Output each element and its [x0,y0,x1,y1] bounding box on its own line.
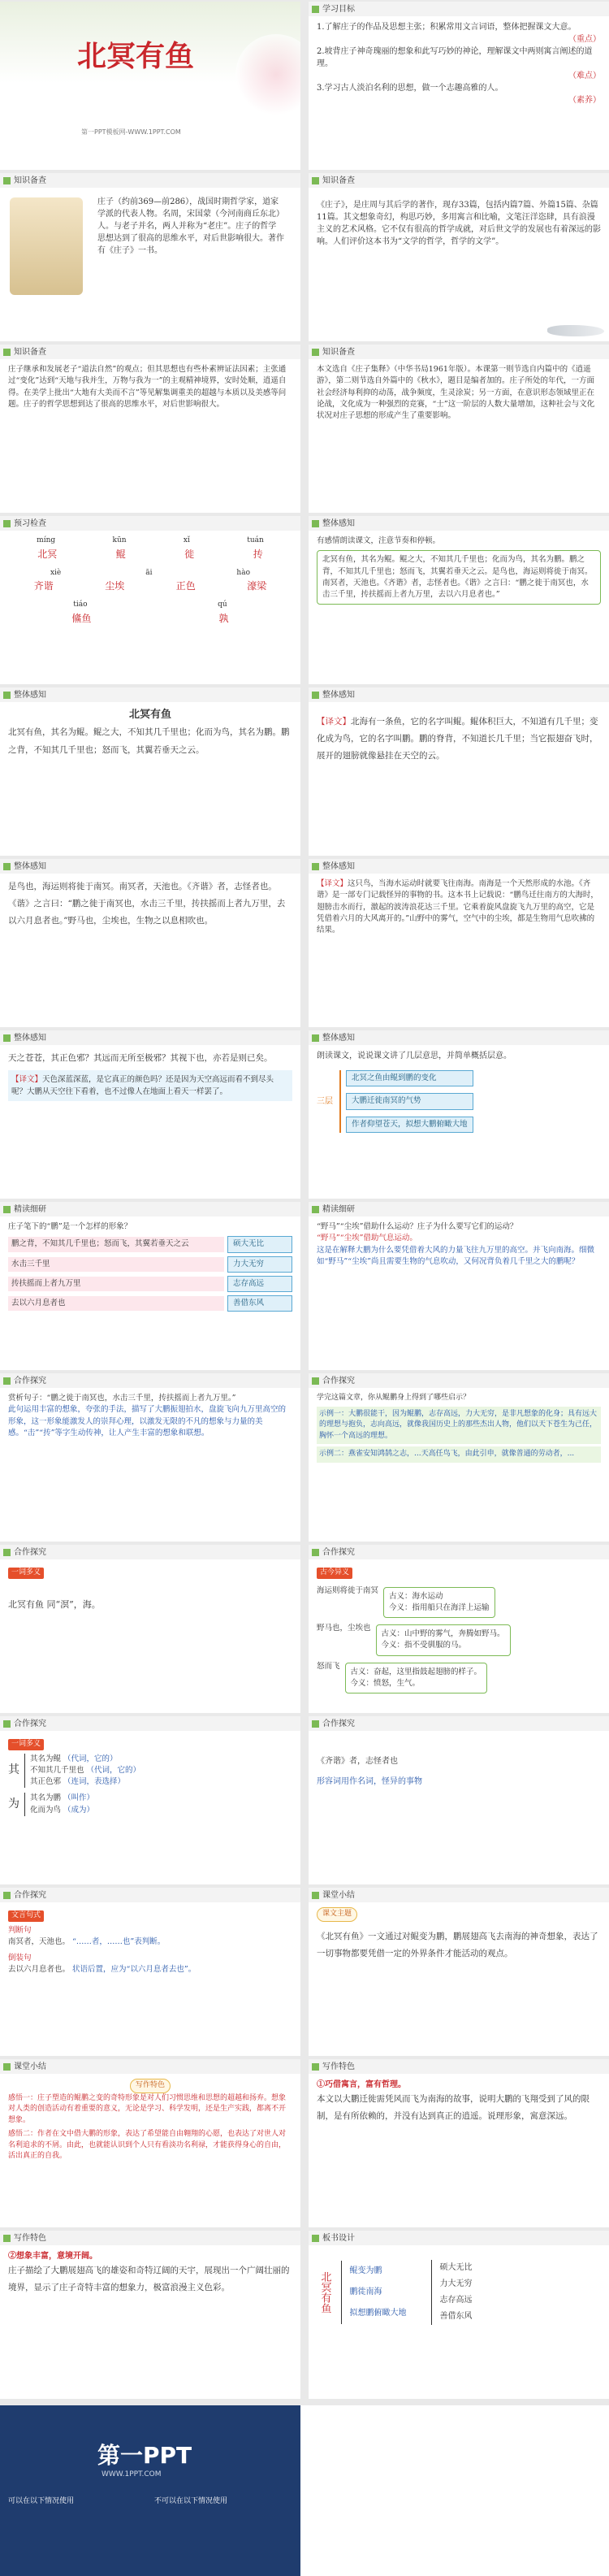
board-branch: 鹏徙南海 [349,2288,382,2296]
slide-text-3 [0,1030,300,1199]
translation-text: 北海有一条鱼，它的名字叫鲲。鲲体积巨大，不知道有几千里；变化成为鸟，它的名字叫鹏。鹏的脊背，不知道长几千里；当它振翅奋飞时，展开的翅膀就像悬挂在天空的云。 [317,717,598,761]
original-text: 北冥有鱼，其名为鲲。鲲之大，不知其几千里也；化而为鸟，其名为鹏。鹏之背，不知其几千里也；怒而飞，其翼若垂天之云。 [8,726,290,755]
polysemy-meaning: （连词，表选择） [63,1777,126,1786]
slide-heading: 合作探究 [14,1890,46,1900]
header-square-icon [3,1034,11,1042]
slide-peng-image [0,1202,300,1370]
slide-goals [309,2,609,170]
slide-header [309,687,609,702]
slide-header [0,516,300,531]
board-branch: 拟想鹏俯瞰大地 [349,2309,407,2318]
goal-tag: （素养） [568,96,601,105]
subtitle-text: 第一PPT模板网-WWW.1PPT.COM [81,128,181,136]
polysemy-meaning: （成为） [63,1805,95,1815]
slide-heading: 整体感知 [322,518,355,528]
slide-header [309,1888,609,1902]
brush-decoration [547,325,604,336]
structure-question: 朗读课文，说说课文讲了几层意思，并简单概括层意。 [317,1052,512,1060]
slide-header [309,2231,609,2245]
goal-tag: （难点） [568,72,601,80]
slide-header [0,1030,300,1045]
peng-clue: 去以六月息者也 [8,1296,224,1311]
slide-header [309,173,609,188]
peng-clue: 抟扶摇而上者九万里 [8,1277,224,1291]
header-square-icon [3,349,11,356]
slide-heading: 合作探究 [322,1376,355,1386]
pinyin: xiè [50,568,62,577]
slide-heading: 知识备查 [322,176,355,185]
peng-trait: 力大无穷 [227,1256,292,1273]
goal-item: 1.了解庄子的作品及思想主张；积累常用文言词语，整体把握课文大意。 [317,23,577,32]
slide-header [0,687,300,702]
slide-header [0,173,300,188]
slide-heading: 课堂小结 [14,2062,46,2071]
slide-translation-2 [309,859,609,1027]
book-text: 《庄子》，是庄周与其后学的著作，现存33篇，包括内篇7篇、外篇15篇、杂篇11篇。其文想象奇幻，构思巧妙，多用寓言和比喻，文笔汪洋恣肆，具有浪漫主义的艺术风格。它不仅有很高的哲学成就，对后世文学的发展也有着深远的影响。人们评价这本书为“文学的哲学，哲学的文学”。 [317,201,601,246]
slide-inspiration [309,1373,609,1542]
header-square-icon [3,1549,11,1556]
pinyin: míng [37,536,56,544]
goal-item: 2.坡背庄子神奇瑰丽的想象和此写巧妙的神论，理解课文中两则寓言阐述的道理。 [317,47,593,68]
slide-yema [309,1202,609,1370]
slide-title [0,2,300,170]
slide-heading: 合作探究 [14,1547,46,1557]
slide-heading: 合作探究 [14,1376,46,1386]
translation-label: 【译文】 [11,1075,43,1084]
slide-text-2 [0,859,300,1027]
original-text: 天之苍苍，其正色邪？其远而无所至极邪？其视下也，亦若是则已矣。 [8,1053,273,1063]
peng-question: 庄子笔下的“鹏”是一个怎样的形象？ [8,1222,132,1231]
slide-heading: 知识备查 [14,176,46,185]
polysemy-char: 其 [8,1763,19,1777]
slide-book [309,173,609,341]
slide-heading: 知识备查 [14,347,46,357]
footer-logo: 第一PPT [97,2442,192,2469]
slide-heading: 板书设计 [322,2233,355,2243]
section-tag: 写作特色 [130,2079,171,2093]
header-square-icon [3,863,11,870]
insight-text: 感悟一：庄子塑造的鲲鹏之变的奇特形象是对人们习惯思维和思想的超越和扬弃。想象对人类的创造活动有着重要的意义，无论是学习、科学发明，还是生产实践，都离不开想象。 [8,2093,287,2124]
header-square-icon [3,1377,11,1385]
header-square-icon [3,692,11,699]
footer-url: WWW.1PPT.COM [102,2470,162,2478]
insight-text: 感悟二：作者在文中借大鹏的形象，表达了希望能自由翱翔的心愿，也表达了对世人对名利追求的不屑。由此，也就能认识到个人只有看淡功名利禄，才能获得身心的自由，活出真正的自我。 [8,2130,287,2160]
slide-heading: 合作探究 [14,1719,46,1728]
header-square-icon [312,1892,319,1899]
polysemy-example: 不知其几千里也 [30,1765,84,1775]
slide-heading: 整体感知 [14,1033,46,1043]
vocab-word: 抟 [253,548,263,560]
gujin-modern: 今义：指不受驯服的马。 [381,1641,467,1650]
syntax-note: 状语后置，应为“以六月息者去也”。 [72,1965,197,1975]
slide-heading: 整体感知 [322,1033,355,1043]
thought-text: 庄子继承和发展老子“道法自然”的观点；但其思想也有些朴素辨证法因素；主张通过“变化”达到“天地与我并生，万物与我为一”的主观精神境界，安时处顺，逍遥自得。在美学上批出“大地有大美而不言”等见解集调重美的超越与本质以及美感等问题。庄子的哲学思想到达了很高的思维水平，对后世影响很大。 [8,365,287,409]
header-square-icon [312,6,319,13]
feature-text: 庄子描绘了大鹏展翅高飞的雄姿和奇特辽阔的天宇，展现出一个广阔壮丽的境界，显示了庄子奇特丰富的想象力，极富浪漫主义色彩。 [8,2266,290,2292]
yema-answer: “野马”“尘埃”借助气息运动。 [317,1234,417,1243]
pinyin: āi [145,568,153,577]
slide-heading: 整体感知 [14,690,46,700]
syntax-example: 南冥者，天池也。 [8,1936,71,1946]
slide-header [309,1545,609,1559]
slide-header [0,1373,300,1388]
section-tag: 文言句式 [8,1910,44,1922]
footer-panel [0,2405,300,2576]
theme-text: 《北冥有鱼》一文通过对鲲变为鹏，鹏展翅高飞去南海的神奇想象，表达了一切事物都要凭借一定的外界条件才能活动的观点。 [317,1931,598,1958]
slide-header [309,1716,609,1731]
syntax-example: 去以六月息者也。 [8,1965,71,1975]
header-square-icon [3,2235,11,2242]
header-square-icon [3,520,11,527]
yema-question: “野马”“尘埃”借助什么运动？庄子为什么要写它们的运动？ [317,1222,518,1231]
slide-heading: 精读细研 [322,1204,355,1214]
syntax-category: 判断句 [8,1925,32,1935]
goal-tag: （重点） [568,35,601,44]
slide-header [0,1545,300,1559]
slide-translation-1 [309,687,609,856]
slide-header [309,516,609,531]
slide-heading: 精读细研 [14,1204,46,1214]
polysemy-example: 其名为鲲 [30,1754,62,1763]
header-square-icon [312,1720,319,1728]
slide-header [0,859,300,874]
translation-text: 天色深蓝深蓝，是它真正的颜色吗？还是因为天空高远而看不到尽头呢？大鹏从天空往下看着，也不过像人在地面上看天一样罢了。 [11,1075,274,1097]
polysemy-char: 为 [8,1798,19,1811]
slide-header [309,345,609,359]
analysis-lead: 赏析句子：“鹏之徙于南冥也，水击三千里，抟扶摇而上者九万里。” [8,1394,236,1403]
peng-trait: 志存高远 [227,1276,292,1292]
slide-header [0,1202,300,1216]
zhuangzi-portrait [10,197,83,295]
pinyin: qú [218,601,227,609]
syntax-note: “……者，……也”表判断。 [72,1936,166,1946]
peng-trait: 善借东风 [227,1295,292,1312]
gujin-ancient: 古义：奋起，这里指鼓起翅膀的样子。 [350,1667,482,1676]
structure-box: 作者仰望苍天，拟想大鹏俯瞰大地 [346,1117,473,1133]
background-text: 本文选自《庄子集释》（中华书局1961年版）。本课第一则节选自内篇中的《逍遥游》，第二则节选自外篇中的《秋水》，题目是编者加的。庄子所处的年代，一方面社会经济每利抑的动荡，战争频度，生灵涂炭；另一方面，在意识形态领域里正在论战，文化成为一种强烈的竞赛，“士”这一阶层的人数大量增加，这种社会与文化状况对庄子思想的形成产生了重要影响。 [317,365,595,420]
header-square-icon [312,692,319,699]
structure-box: 北冥之鱼由鲲到鹏的变化 [346,1070,473,1086]
translation-label: 【译文】 [317,879,348,888]
slide-header [0,1716,300,1731]
original-text: 是鸟也，海运则将徙于南冥。南冥者，天池也。《齐谐》者，志怪者也。《谐》之言曰：“鹏之徙于南冥也，水击三千里，抟扶摇而上者九万里，去以六月息者也。”野马也，尘埃也，生物之以息相吹也。 [8,882,286,926]
vocab-word: 北冥 [37,548,58,560]
text-title: 北冥有鱼 [128,709,171,721]
translation-text: 这只鸟，当海水运动时就要飞往南海。南海是一个天然形成的水池。《齐谐》是一部专门记载怪异的事物的书。这本书上记载说：“鹏鸟迁往南方的大海时，翅膀击水而行，激起的波涛浪花达三千里。它乘着旋风盘旋飞九万里的高空，它是凭借着六月的大风离开的。”山野中的雾气，空气中的尘埃，都是生物用气息吹拂的结果。 [317,879,598,935]
polysemy-example: 化而为鸟 [30,1805,62,1815]
vocab-word: 鯈鱼 [71,612,92,624]
polysemy-example: 其名为鹏 [30,1793,62,1803]
gujin-ancient: 古义：山中野的雾气，奔腾如野马。 [381,1629,505,1638]
board-trait: 志存高远 [439,2296,473,2305]
gujin-modern: 今义：愤怒，生气。 [350,1678,421,1688]
slide-gujin [309,1545,609,1713]
peng-trait: 硕大无比 [227,1236,292,1252]
slide-heading: 课堂小结 [322,1890,355,1900]
peng-clue: 鹏之背，不知其几千里也；怒而飞，其翼若垂天之云 [8,1237,224,1251]
pinyin: hào [236,568,250,577]
header-square-icon [312,177,319,184]
gujin-sentence: 海运则将徙于南冥 [317,1585,379,1595]
vocab-word: 徙 [184,548,195,560]
peng-clue: 水击三千里 [8,1257,224,1272]
header-square-icon [312,863,319,870]
board-trait: 硕大无比 [439,2263,473,2272]
slide-heading: 整体感知 [322,690,355,700]
slide-structure [309,1030,609,1199]
header-square-icon [312,1034,319,1042]
footer-ad [0,2405,609,2576]
structure-box: 大鹏迁徙南冥的气势 [346,1093,473,1109]
feature-title: ②想象丰富，意境开阔。 [8,2252,97,2261]
slide-header [309,2,609,16]
slide-heading: 学习目标 [322,4,355,14]
reading-text: 北冥有鱼，其名为鲲。鲲之大，不知其几千里也；化而为鸟，其名为鹏。鹏之背，不知其几千里也；怒而飞，其翼若垂天之云。是鸟也，海运则将徙于南冥。南冥者，天池也。《齐谐》者，志怪者也。《谐》之言曰：“鹏之徙于南冥也，水击三千里，抟扶摇而上者九万里，去以六月息者也。” [317,550,601,605]
slide-board [309,2231,609,2399]
header-square-icon [312,2063,319,2071]
vocab-word: 孰 [218,612,229,624]
header-square-icon [312,1206,319,1213]
section-tag: 一词多义 [8,1739,44,1750]
section-tag: 一词多义 [8,1568,44,1579]
slide-heading: 合作探究 [322,1547,355,1557]
slide-header [309,2059,609,2074]
board-title: 北冥有鱼 [318,2271,331,2314]
slide-header [0,2231,300,2245]
feature-text: 本文以大鹏迁徙需凭风而飞为南海的故事，说明大鹏的飞翔受到了风的限制，是有所依赖的，并没有达到真正的逍遥。说理形象，寓意深远。 [317,2094,590,2121]
slide-header [0,1888,300,1902]
polysemy-example: 其正色邪 [30,1777,62,1786]
header-square-icon [312,1377,319,1385]
analysis-text: 此句运用丰富的想象，夸张的手法，描写了大鹏振翅拍水，盘旋飞向九万里高空的形象，这一形象能激发人的崇拜心理，以激发无限的不凡的想象与力量的美感。“击”“抟”等字生动传神，让人产生丰富的想象和联想。 [8,1405,287,1438]
translation-box [8,1070,292,1101]
reading-lead: 有感情朗读课文，注意节奏和停顿。 [317,536,441,545]
inspiration-example: 示例二：燕雀安知鸿鹄之志，...天高任鸟飞，由此引申，就像普通的劳动者，... [317,1446,601,1463]
header-square-icon [312,520,319,527]
slide-heading: 写作特色 [14,2233,46,2243]
vocab-word: 鲲 [115,548,126,560]
polysemy-meaning: （代词，它的） [86,1765,141,1775]
vocab-word: 正色 [175,580,196,592]
slide-text-1 [0,687,300,856]
section-tag: 古今异义 [317,1568,352,1579]
yema-explain: 这是在解释大鹏为什么要凭借着大风的力量飞往九万里的高空。并飞向南海。细微如“野马”“尘埃”尚且需要生物的气息吹动，又何况背负着几千里之大的鹏呢？ [317,1245,595,1266]
slide-word-usage [309,1716,609,1884]
pinyin: xǐ [183,536,190,544]
vocab-word: 濠梁 [247,580,267,592]
slide-feature-1 [309,2059,609,2227]
usage-sentence: 《齐谐》者，志怪者也 [317,1757,398,1766]
vocab-word: 尘埃 [105,580,125,592]
gujin-sentence: 怒而飞 [317,1661,340,1671]
slide-tongjia [0,1545,300,1713]
feature-title: ①巧借寓言，富有哲理。 [317,2080,406,2089]
slide-background [309,345,609,513]
inspiration-question: 学完这篇文章，你从鲲鹏身上得到了哪些启示？ [317,1394,471,1402]
slide-insights [0,2059,300,2227]
board-trait: 力大无穷 [439,2279,473,2288]
pinyin: tuán [247,536,264,544]
slide-heading: 知识备查 [322,347,355,357]
slide-header [0,345,300,359]
vocab-word: 齐谐 [33,580,54,592]
slide-heading: 整体感知 [14,861,46,871]
usage-desc: 形容词用作名词，怪异的事物 [317,1777,422,1786]
translation-label: 【译文】 [317,717,351,726]
structure-label: 三层 [317,1096,333,1106]
slide-pinyin [0,516,300,684]
slide-header [309,1373,609,1388]
header-square-icon [3,177,11,184]
header-square-icon [3,1892,11,1899]
slide-feature-2 [0,2231,300,2399]
pinyin: kūn [112,536,127,544]
board-branch: 鲲变为鹏 [349,2266,382,2275]
header-square-icon [3,1206,11,1213]
polysemy-meaning: （代词，它的） [63,1754,118,1763]
pinyin: tiáo [73,601,88,609]
slide-heading: 写作特色 [322,2062,355,2071]
inspiration-example: 示例一：大鹏很能干，因为鲲鹏，志存高远，力大无穷，是非凡想象的化身；具有远大的理想与抱负，志向高远，就像我国历史上的那些杰出人物，他们以天下苍生为己任，胸怀一个高远的理想。 [317,1407,601,1445]
slide-polysemy [0,1716,300,1884]
title-text: 北冥有鱼 [77,39,195,73]
author-text: 庄子（约前369—前286），战国时期哲学家，道家学派的代表人物。名周，宋国蒙（今河南商丘东北）人。与老子并名，两人并称为“老庄”。庄子的哲学思想达到了很高的思维水平，对后世影响很大。著作有《庄子》一书。 [97,197,284,255]
slide-header [309,1030,609,1045]
slide-sentence-analysis [0,1373,300,1542]
slide-theme [309,1888,609,2056]
slide-heading: 预习检查 [14,518,46,528]
slide-header [309,859,609,874]
syntax-category: 倒装句 [8,1954,32,1962]
slide-heading: 整体感知 [322,861,355,871]
header-square-icon [312,2235,319,2242]
slide-reading [309,516,609,684]
footer-allowed: 可以在以下情况使用 [8,2497,75,2505]
gujin-ancient: 古义：海水运动 [389,1591,443,1601]
slide-syntax [0,1888,300,2056]
footer-disallowed: 不可以在以下情况使用 [154,2497,228,2505]
header-square-icon [312,1549,319,1556]
section-tag: 课文主题 [317,1907,357,1922]
slide-header [0,2059,300,2074]
slide-thought [0,345,300,513]
goal-item: 3.学习古人淡泊名利的思想，做一个志趣高雅的人。 [317,84,503,93]
header-square-icon [3,2063,11,2071]
slide-header [309,1202,609,1216]
board-trait: 善借东风 [439,2312,473,2321]
polysemy-meaning: （叫作） [63,1793,95,1803]
slide-heading: 合作探究 [322,1719,355,1728]
gujin-sentence: 野马也，尘埃也 [317,1624,371,1633]
slide-author [0,173,300,341]
header-square-icon [312,349,319,356]
header-square-icon [3,1720,11,1728]
tongjia-line: 北冥有鱼 同“溟”，海。 [8,1598,101,1610]
gujin-modern: 今义：指用船只在海洋上运输 [389,1602,490,1612]
